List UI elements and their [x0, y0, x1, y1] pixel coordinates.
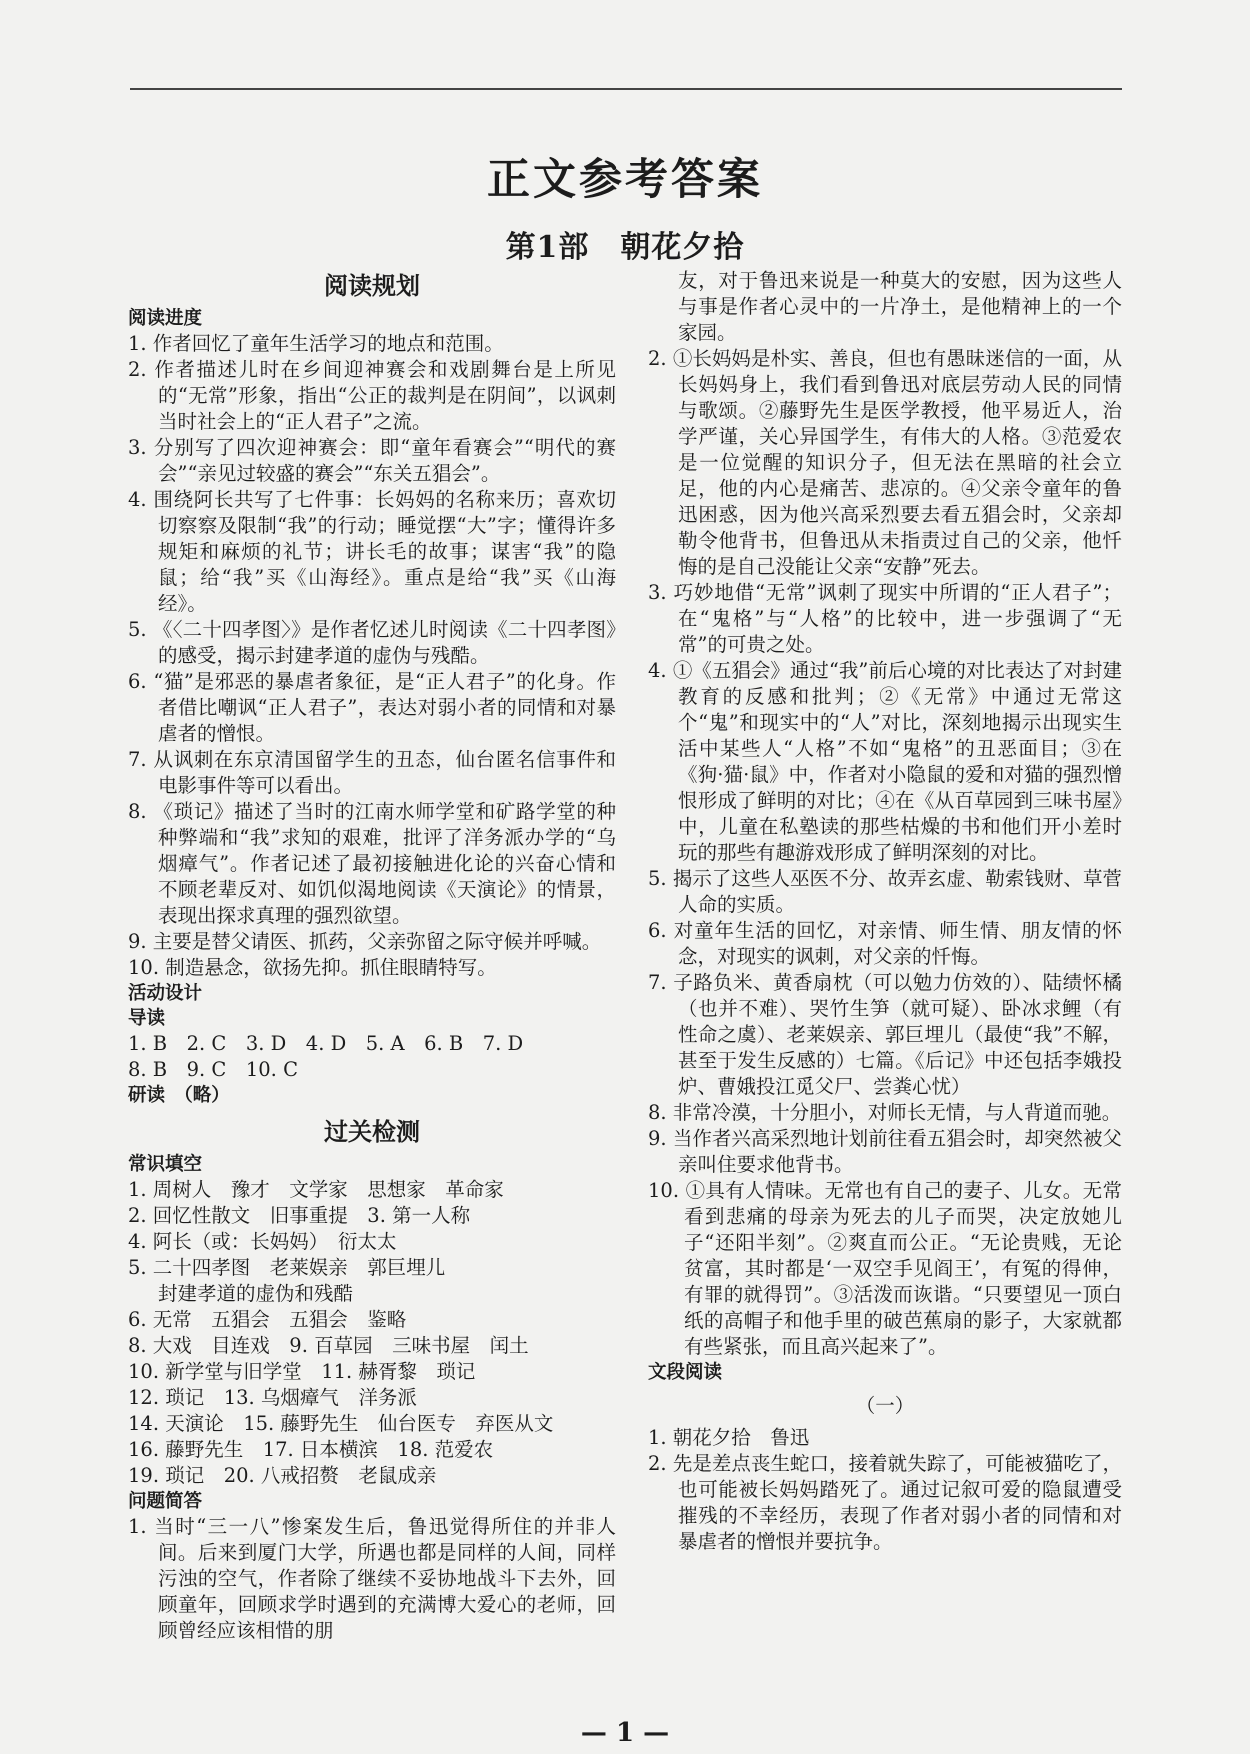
right-column	[648, 268, 1122, 1555]
part-title: 第1部 朝花夕拾	[505, 230, 745, 265]
answer-item: 6. “猫”是邪恶的暴虐者象征，是“正人君子”的化身。作者借比嘲讽“正人君子”，表达对弱小者的同情和对暴虐者的憎恨。	[128, 670, 616, 745]
answer-item: 10. 制造悬念，欲扬先抑。抓住眼睛特写。	[128, 956, 497, 979]
section-label: 常识填空	[128, 1154, 203, 1175]
answer-line: 封建孝道的虚伪和残酷	[158, 1282, 354, 1305]
answer-item: 1. 作者回忆了童年生活学习的地点和范围。	[128, 332, 504, 355]
answer-item: 1. 朝花夕拾 鲁迅	[648, 1426, 810, 1449]
section-label: 导读	[128, 1008, 166, 1029]
answer-item: 7. 子路负米、黄香扇枕（可以勉力仿效的）、陆绩怀橘（也并不难）、哭竹生笋（就可疑）、卧冰求鲤（有性命之虞）、老莱娱亲、郭巨埋儿（最使“我”不解，甚至于发生反感的）七篇。《后记》中还包括李娥投炉、曹娥投江觅父尸、尝粪心忧）	[648, 971, 1122, 1098]
answer-item: 9. 当作者兴高采烈地计划前往看五猖会时，却突然被父亲叫住要求他背书。	[648, 1127, 1122, 1176]
answer-item: 5. 《〈二十四孝图〉》是作者忆述儿时阅读《二十四孝图》的感受，揭示封建孝道的虚伪与残酷。	[128, 618, 616, 667]
reading-plan-title: 阅读规划	[324, 271, 420, 300]
answer-item: 4. ①《五猖会》通过“我”前后心境的对比表达了对封建教育的反感和批判；②《无常》中通过无常这个“鬼”和现实中的“人”对比，深刻地揭示出现实生活中某些人“人格”不如“鬼格”的丑恶面目；③在《狗·猫·鼠》中，作者对小隐鼠的爱和对猫的强烈憎恨形成了鲜明的对比；④在《从百草园到三味书屋》中，儿童在私塾读的那些枯燥的书和他们开小差时玩的那些有趣游戏形成了鲜明深刻的对比。	[648, 659, 1122, 864]
answer-line: 12. 琐记 13. 乌烟瘴气 洋务派	[128, 1386, 417, 1409]
answer-item: 2. 作者描述儿时在乡间迎神赛会和戏剧舞台是上所见的“无常”形象，指出“公正的裁判是在阴间”，以讽刺当时社会上的“正人君子”之流。	[128, 358, 616, 433]
answer-item: 4. 围绕阿长共写了七件事：长妈妈的名称来历；喜欢切切察察及限制“我”的行动；睡觉摆“大”字；懂得许多规矩和麻烦的礼节；讲长毛的故事；谋害“我”的隐鼠；给“我”买《山海经》。重点是给“我”买《山海经》。	[128, 488, 616, 615]
answer-item: 3. 巧妙地借“无常”讽刺了现实中所谓的“正人君子”；在“鬼格”与“人格”的比较中，进一步强调了“无常”的可贵之处。	[648, 581, 1122, 656]
section-label: 文段阅读	[648, 1362, 723, 1383]
passage-subtitle: （一）	[855, 1394, 915, 1417]
page-title: 正文参考答案	[487, 155, 763, 205]
answer-line: 2. 回忆性散文 旧事重提 3. 第一人称	[128, 1204, 471, 1227]
section-label: 研读 （略）	[128, 1085, 230, 1106]
answer-item: 6. 对童年生活的回忆，对亲情、师生情、朋友情的怀念，对现实的讽刺，对父亲的忏悔。	[648, 919, 1122, 968]
header-rule	[130, 88, 1122, 90]
page-number: — 1 —	[580, 1718, 670, 1748]
answer-line: 6. 无常 五猖会 五猖会 鉴略	[128, 1308, 407, 1331]
answer-line: 1. B 2. C 3. D 4. D 5. A 6. B 7. D	[128, 1032, 524, 1055]
section-label: 阅读进度	[128, 308, 203, 329]
answer-continuation: 友，对于鲁迅来说是一种莫大的安慰，因为这些人与事是作者心灵中的一片净土，是他精神上的一个家园。	[678, 269, 1122, 344]
answer-item: 8. 《琐记》描述了当时的江南水师学堂和矿路学堂的种种弊端和“我”求知的艰难，批评了洋务派办学的“乌烟瘴气”。作者记述了最初接触进化论的兴奋心情和不顾老辈反对、如饥似渴地阅读《天演论》的情景，表现出探求真理的强烈欲望。	[128, 800, 616, 927]
answer-line: 8. 大戏 目连戏 9. 百草园 三味书屋 闰土	[128, 1334, 529, 1357]
answer-item: 3. 分别写了四次迎神赛会：即“童年看赛会”“明代的赛会”“亲见过较盛的赛会”“东关五猖会”。	[128, 436, 616, 485]
answer-item: 2. 先是差点丧生蛇口，接着就失踪了，可能被猫吃了，也可能被长妈妈踏死了。通过记叙可爱的隐鼠遭受摧残的不幸经历，表现了作者对弱小者的同情和对暴虐者的憎恨并要抗争。	[648, 1452, 1122, 1553]
answer-line: 10. 新学堂与旧学堂 11. 赫胥黎 琐记	[128, 1360, 476, 1383]
test-title: 过关检测	[324, 1117, 420, 1146]
answer-line: 1. 周树人 豫才 文学家 思想家 革命家	[128, 1178, 504, 1201]
answer-line: 5. 二十四孝图 老莱娱亲 郭巨埋儿	[128, 1256, 446, 1279]
answer-item: 1. 当时“三一八”惨案发生后，鲁迅觉得所住的并非人间。后来到厦门大学，所遇也都是同样的人间，同样污浊的空气，作者除了继续不妥协地战斗下去外，回顾童年，回顾求学时遇到的充满博大爱心的老师，回顾曾经应该相惜的朋	[128, 1515, 616, 1642]
section-label: 活动设计	[128, 983, 203, 1004]
answer-line: 14. 天演论 15. 藤野先生 仙台医专 弃医从文	[128, 1412, 554, 1435]
answer-item: 2. ①长妈妈是朴实、善良，但也有愚昧迷信的一面，从长妈妈身上，我们看到鲁迅对底层劳动人民的同情与歌颂。②藤野先生是医学教授，他平易近人，治学严谨，关心异国学生，有伟大的人格。③范爱农是一位觉醒的知识分子，但无法在黑暗的社会立足，他的内心是痛苦、悲凉的。④父亲令童年的鲁迅困惑，因为他兴高采烈要去看五猖会时，父亲却勒令他背书，但鲁迅从未指责过自己的父亲，他忏悔的是自己没能让父亲“安静”死去。	[648, 347, 1122, 578]
answer-item: 9. 主要是替父请医、抓药，父亲弥留之际守候并呼喊。	[128, 930, 602, 953]
section-label: 问题简答	[128, 1491, 203, 1512]
left-column	[128, 270, 616, 1644]
answer-item: 10. ①具有人情味。无常也有自己的妻子、儿女。无常看到悲痛的母亲为死去的儿子而哭，决定放她儿子“还阳半刻”。②爽直而公正。“无论贵贱，无论贫富，其时都是‘一双空手见阎王’，有冤的得伸，有罪的就得罚”。③活泼而诙谐。“只要望见一顶白纸的高帽子和他手里的破芭蕉扇的影子，大家就都有些紧张，而且高兴起来了”。	[648, 1179, 1122, 1358]
answer-line: 19. 琐记 20. 八戒招赘 老鼠成亲	[128, 1464, 437, 1487]
answer-item: 5. 揭示了这些人巫医不分、故弄玄虚、勒索钱财、草菅人命的实质。	[648, 867, 1122, 916]
answer-item: 8. 非常冷漠，十分胆小，对师长无情，与人背道而驰。	[648, 1101, 1122, 1124]
answer-line: 16. 藤野先生 17. 日本横滨 18. 范爱农	[128, 1438, 494, 1461]
answer-item: 7. 从讽刺在东京清国留学生的丑态，仙台匿名信事件和电影事件等可以看出。	[128, 748, 616, 797]
answer-line: 4. 阿长（或：长妈妈） 衍太太	[128, 1230, 397, 1253]
answer-line: 8. B 9. C 10. C	[128, 1058, 298, 1081]
